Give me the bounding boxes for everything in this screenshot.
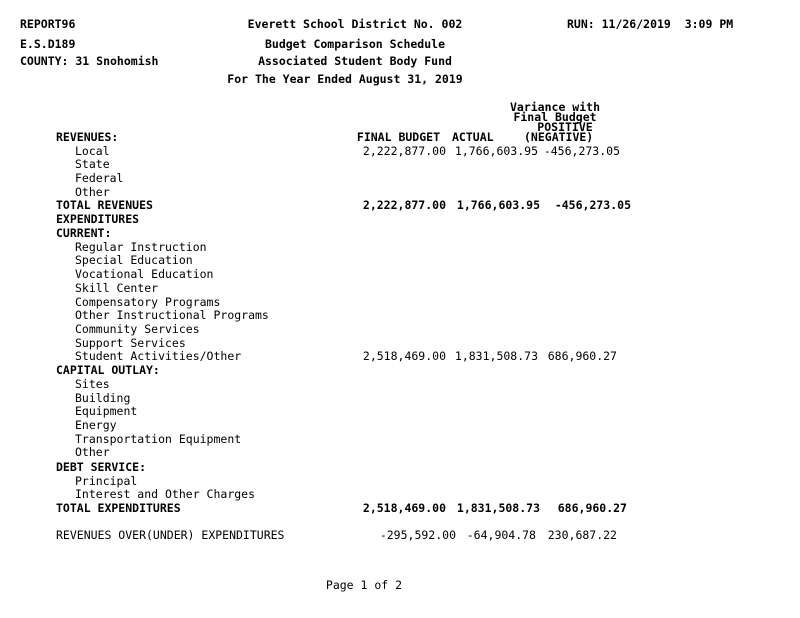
- revenues-heading: REVENUES:: [56, 130, 119, 144]
- revenue-row-label: Local: [75, 144, 110, 158]
- fund-title: Associated Student Body Fund: [258, 54, 452, 68]
- final-budget-heading-sub: Final Budget: [513, 110, 597, 124]
- run-timestamp: RUN: 11/26/2019 3:09 PM: [567, 17, 734, 31]
- expenditure-row-label: Other Instructional Programs: [75, 308, 269, 322]
- net-label: REVENUES OVER(UNDER) EXPENDITURES: [56, 528, 285, 542]
- total-revenues-label: TOTAL REVENUES: [56, 198, 153, 212]
- expenditure-row-label: Community Services: [75, 322, 200, 336]
- actual-heading: ACTUAL: [452, 130, 494, 144]
- debt-service-heading: DEBT SERVICE:: [56, 460, 147, 474]
- capital-row-label: Other: [75, 445, 110, 459]
- county-label: COUNTY: 31 Snohomish: [20, 54, 159, 68]
- net-variance: 230,687.22: [547, 528, 617, 542]
- current-heading: CURRENT:: [56, 226, 112, 240]
- variance-heading: Variance with: [509, 100, 600, 114]
- revenue-row-budget: 2,222,877.00: [362, 144, 446, 158]
- expenditure-row-variance: 686,960.27: [547, 349, 617, 363]
- expenditure-row-actual: 1,831,508.73: [454, 349, 538, 363]
- capital-row-label: Sites: [75, 377, 110, 391]
- net-budget: -295,592.00: [379, 528, 456, 542]
- total-expenditures-variance: 686,960.27: [557, 501, 627, 515]
- revenue-row-label: Other: [75, 185, 110, 199]
- expenditures-heading: EXPENDITURES: [56, 212, 140, 226]
- page-number: Page 1 of 2: [325, 578, 403, 592]
- total-revenues-variance: -456,273.05: [554, 198, 631, 212]
- expenditure-row-label: Special Education: [75, 253, 193, 267]
- capital-row-label: Energy: [75, 418, 117, 432]
- total-revenues-actual: 1,766,603.95: [456, 198, 540, 212]
- debt-row-label: Interest and Other Charges: [75, 487, 256, 501]
- revenue-row-label: Federal: [75, 171, 124, 185]
- period-title: For The Year Ended August 31, 2019: [227, 72, 463, 86]
- expenditure-row-budget: 2,518,469.00: [362, 349, 446, 363]
- positive-heading: POSITIVE: [537, 120, 593, 134]
- report-id: REPORT96: [20, 17, 76, 31]
- capital-row-label: Building: [75, 391, 131, 405]
- expenditure-row-label: Regular Instruction: [75, 240, 207, 254]
- district-title: Everett School District No. 002: [247, 17, 463, 31]
- expenditure-row-label: Compensatory Programs: [75, 295, 221, 309]
- capital-row-label: Transportation Equipment: [75, 432, 242, 446]
- expenditure-row-label: Vocational Education: [75, 267, 214, 281]
- capital-row-label: Equipment: [75, 404, 138, 418]
- expenditure-row-label: Student Activities/Other: [75, 349, 242, 363]
- final-budget-heading: FINAL BUDGET: [356, 130, 440, 144]
- revenue-row-actual: 1,766,603.95: [454, 144, 538, 158]
- expenditure-row-label: Support Services: [75, 336, 186, 350]
- negative-heading: (NEGATIVE): [524, 130, 594, 144]
- debt-row-label: Principal: [75, 474, 138, 488]
- total-expenditures-label: TOTAL EXPENDITURES: [56, 501, 181, 515]
- schedule-title: Budget Comparison Schedule: [264, 37, 445, 51]
- total-expenditures-actual: 1,831,508.73: [456, 501, 540, 515]
- expenditure-row-label: Skill Center: [75, 281, 159, 295]
- capital-outlay-heading: CAPITAL OUTLAY:: [56, 363, 160, 377]
- revenue-row-label: State: [75, 157, 110, 171]
- total-revenues-budget: 2,222,877.00: [362, 198, 446, 212]
- net-actual: -64,904.78: [466, 528, 536, 542]
- district-code: E.S.D189: [20, 37, 76, 51]
- total-expenditures-budget: 2,518,469.00: [362, 501, 446, 515]
- revenue-row-variance: -456,273.05: [543, 144, 620, 158]
